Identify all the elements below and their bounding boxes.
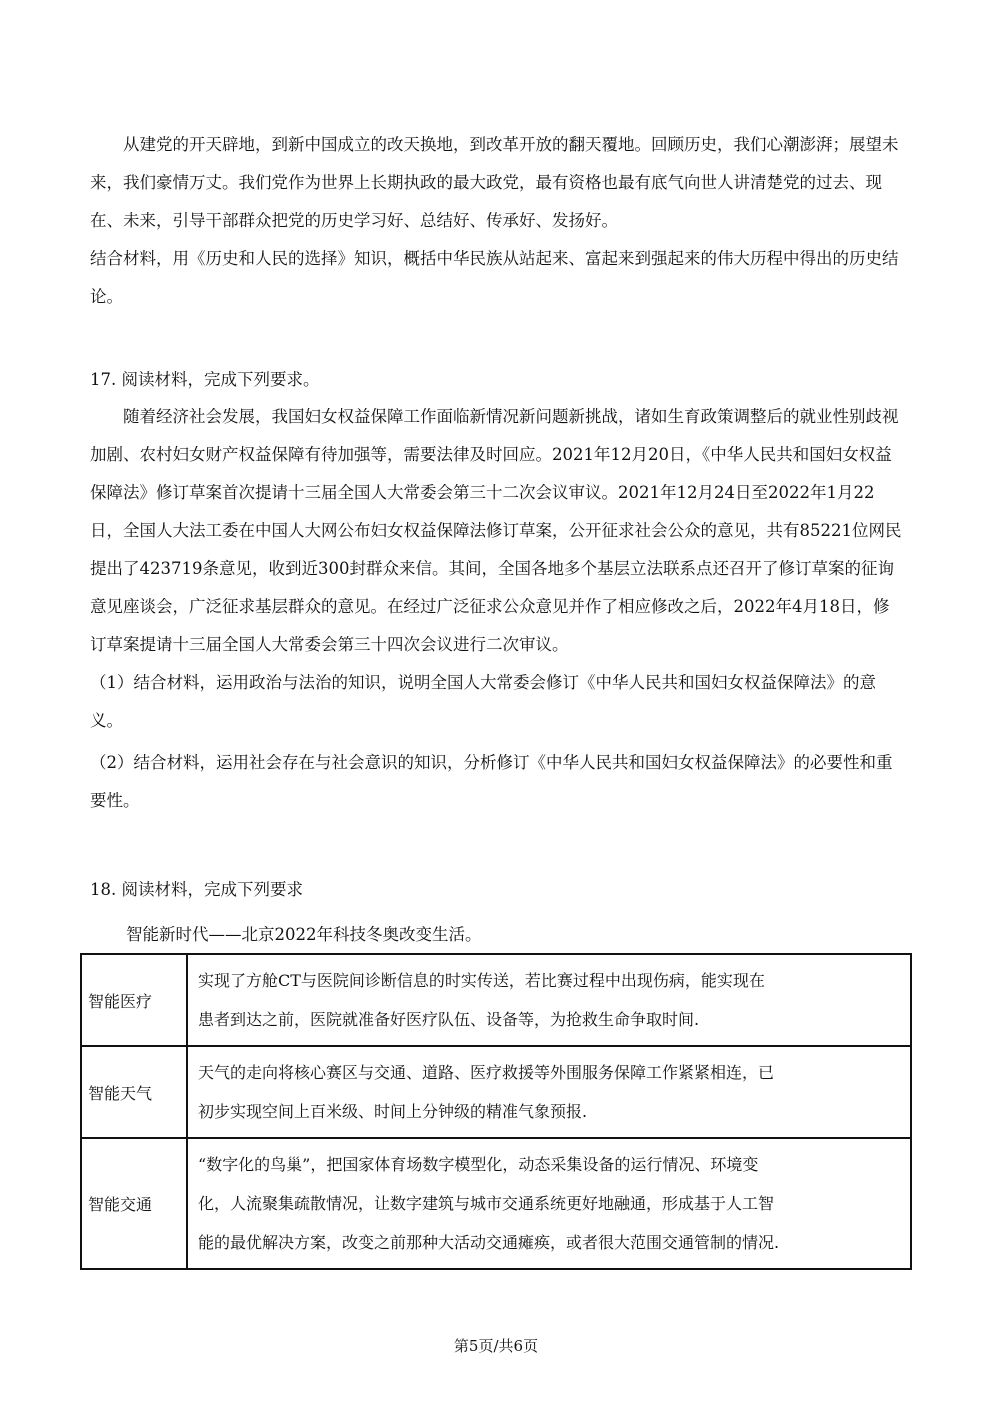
description-line: “数字化的鸟巢”，把国家体育场数字模型化，动态采集设备的运行情况、环境变: [198, 1155, 759, 1174]
description-cell: [187, 1046, 911, 1138]
q16-question: 结合材料，用《历史和人民的选择》知识，概括中华民族从站起来、富起来到强起来的伟大历程中得出的历史结论。: [90, 249, 899, 306]
description-line: 患者到达之前，医院就准备好医疗队伍、设备等，为抢救生命争取时间.: [198, 1010, 700, 1029]
description-cell: [187, 1138, 911, 1269]
table-row: [81, 1138, 911, 1269]
category-cell: 智能交通: [81, 1138, 187, 1269]
description-line: 天气的走向将核心赛区与交通、道路、医疗救援等外围服务保障工作紧紧相连，已: [198, 1063, 775, 1082]
q18-title: 18. 阅读材料，完成下列要求: [90, 880, 303, 899]
q17-subquestion-1: （1）结合材料，运用政治与法治的知识，说明全国人大常委会修订《中华人民共和国妇女权益保障法》的意义。: [90, 673, 876, 730]
description-line: 化，人流聚集疏散情况，让数字建筑与城市交通系统更好地融通，形成基于人工智: [198, 1194, 775, 1213]
description-cell: [187, 954, 911, 1046]
q16-material: 从建党的开天辟地，到新中国成立的改天换地，到改革开放的翻天覆地。回顾历史，我们心潮澎湃；展望未来，我们豪情万丈。我们党作为世界上长期执政的最大政党，最有资格也最有底气向世人讲清楚党的过去、现在、未来，引导干部群众把党的历史学习好、总结好、传承好、发扬好。: [90, 135, 899, 230]
q17-title: 17. 阅读材料，完成下列要求。: [90, 370, 320, 389]
smart-tech-table: [80, 953, 912, 1270]
q18-intro: 智能新时代——北京2022年科技冬奥改变生活。: [126, 925, 482, 944]
table-row: [81, 1046, 911, 1138]
description-line: 能的最优解决方案，改变之前那种大活动交通瘫痪，或者很大范围交通管制的情况.: [198, 1233, 780, 1252]
q17-material: 随着经济社会发展，我国妇女权益保障工作面临新情况新问题新挑战，诸如生育政策调整后的就业性别歧视加剧、农村妇女财产权益保障有待加强等，需要法律及时回应。2021年12月20日，《中华人民共和国妇女权益保障法》修订草案首次提请十三届全国人大常委会第三十二次会议审议。2021年12月24日至2022年1月22日，全国人大法工委在中国人大网公布妇女权益保障法修订草案，公开征求社会公众的意见，共有85221位网民提出了423719条意见，收到近300封群众来信。其间，全国各地多个基层立法联系点还召开了修订草案的征询意见座谈会，广泛征求基层群众的意见。在经过广泛征求公众意见并作了相应修改之后，2022年4月18日，修订草案提请十三届全国人大常委会第三十四次会议进行二次审议。: [90, 407, 902, 654]
q17-subquestion-2: （2）结合材料，运用社会存在与社会意识的知识，分析修订《中华人民共和国妇女权益保障法》的必要性和重要性。: [90, 753, 893, 810]
category-cell: 智能天气: [81, 1046, 187, 1138]
table-row: [81, 954, 911, 1046]
description-line: 初步实现空间上百米级、时间上分钟级的精准气象预报.: [198, 1102, 588, 1121]
category-cell: 智能医疗: [81, 954, 187, 1046]
page-number: 第5页/共6页: [453, 1337, 539, 1355]
description-line: 实现了方舱CT与医院间诊断信息的时实传送，若比赛过程中出现伤病，能实现在: [198, 971, 765, 990]
